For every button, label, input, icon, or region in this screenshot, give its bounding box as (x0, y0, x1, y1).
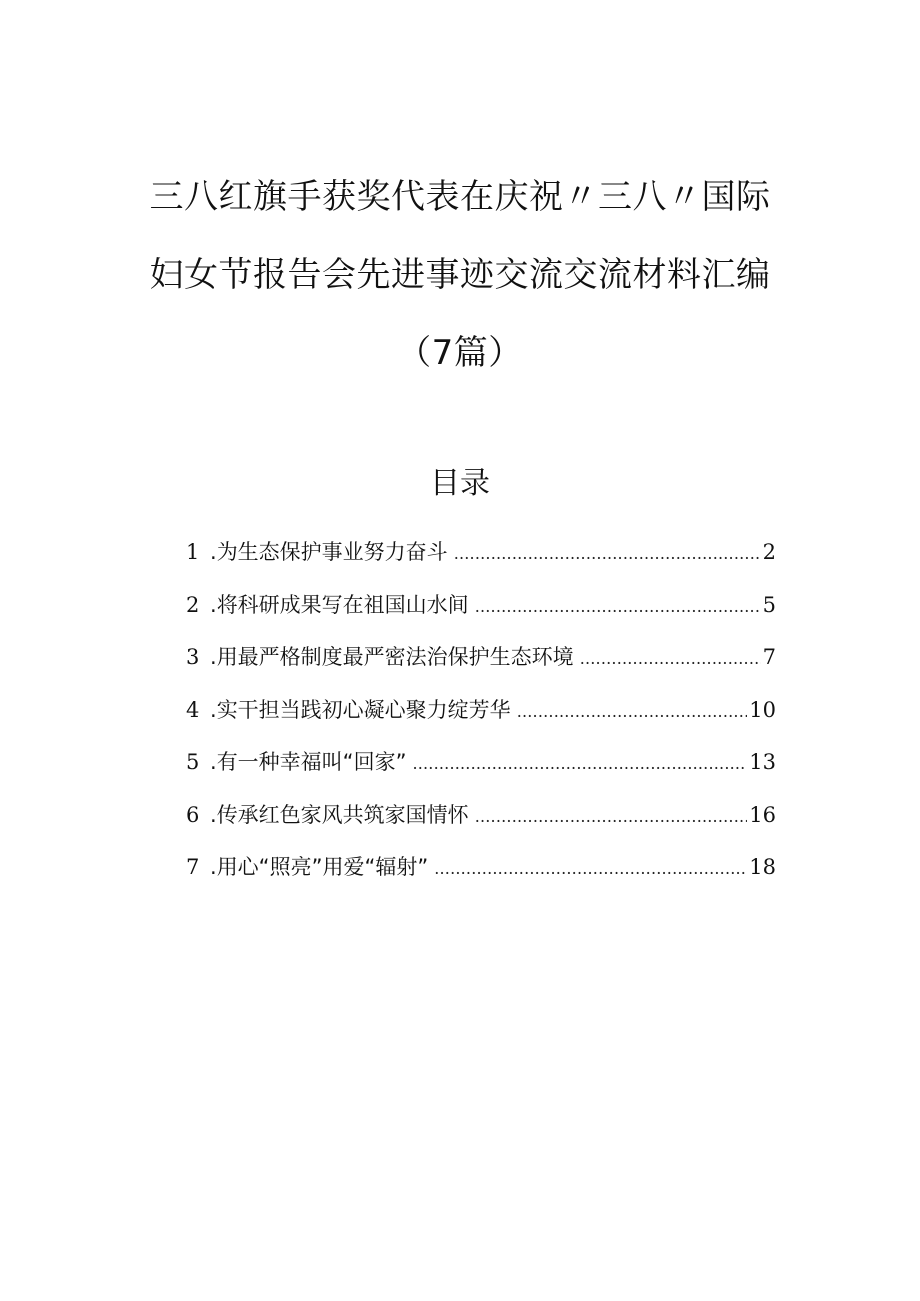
toc-entry-number: 5 (186, 750, 200, 774)
toc-entry-title: . 用最严格制度最严密法治保护生态环境 (210, 637, 580, 677)
toc-entry-4[interactable] (186, 690, 776, 743)
toc-heading: 目录 (430, 466, 490, 501)
toc-entry-page: 16 (749, 802, 776, 827)
toc-leader-dots (412, 744, 747, 784)
toc-entry-number: 2 (186, 592, 200, 617)
toc-leader-dots (517, 692, 748, 732)
toc-entry-title: . 传承红色家风共筑家国情怀 (210, 795, 475, 835)
toc-entry-2[interactable] (186, 585, 776, 638)
table-of-contents (186, 532, 776, 900)
toc-entry-number: 4 (186, 697, 200, 722)
toc-leader-dots (454, 534, 761, 574)
document-title (0, 158, 920, 392)
toc-entry-title: . 实干担当践初心凝心聚力绽芳华 (210, 690, 517, 730)
title-line-3: （7篇） (397, 333, 523, 373)
toc-entry-title: . 有一种幸福叫“回家” (210, 742, 412, 782)
toc-entry-number: 6 (186, 802, 200, 827)
toc-entry-3[interactable] (186, 637, 776, 690)
toc-entry-page: 5 (762, 592, 776, 617)
toc-entry-5[interactable] (186, 742, 776, 795)
toc-entry-number: 3 (186, 645, 200, 669)
toc-entry-title: . 用心“照亮”用爱“辐射” (210, 847, 434, 887)
toc-entry-title: . 为生态保护事业努力奋斗 (210, 532, 454, 572)
toc-entry-page: 2 (762, 540, 776, 564)
toc-entry-7[interactable] (186, 847, 776, 900)
toc-entry-1[interactable] (186, 532, 776, 585)
title-line-2: 妇女节报告会先进事迹交流交流材料汇编 (149, 255, 771, 295)
toc-entry-title: . 将科研成果写在祖国山水间 (210, 585, 475, 625)
toc-entry-page: 18 (749, 855, 776, 879)
toc-entry-6[interactable] (186, 795, 776, 848)
toc-leader-dots (475, 797, 748, 837)
title-line-1: 三八红旗手获奖代表在庆祝〃三八〃国际 (149, 177, 771, 217)
toc-leader-dots (434, 849, 747, 889)
toc-entry-number: 1 (186, 540, 200, 564)
toc-entry-page: 10 (749, 697, 776, 722)
toc-entry-page: 13 (749, 750, 776, 774)
toc-leader-dots (475, 587, 761, 627)
toc-entry-number: 7 (186, 855, 200, 879)
toc-entry-page: 7 (762, 645, 776, 669)
toc-leader-dots (580, 639, 761, 679)
